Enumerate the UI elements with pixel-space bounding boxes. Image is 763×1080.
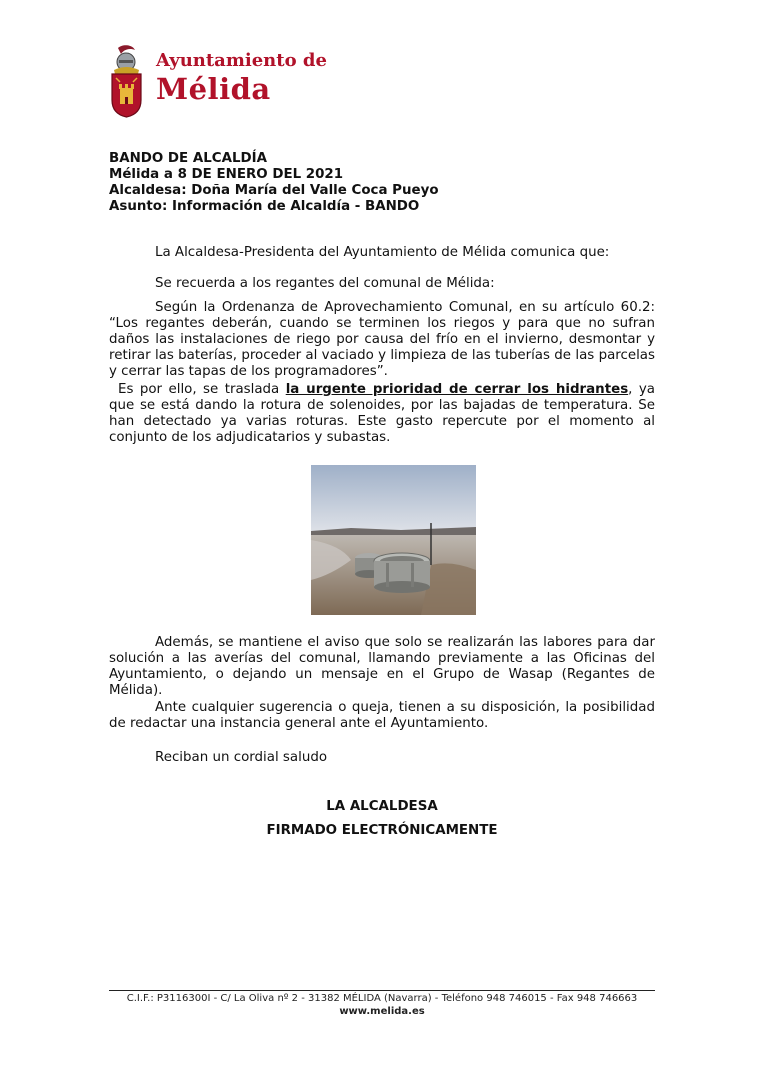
footer-address: C.I.F.: P3116300I - C/ La Oliva nº 2 - 31382 MÉLIDA (Navarra) - Teléfono 948 746015 - Fax 948 746663 bbox=[126, 993, 638, 1004]
paragraph-2: Se recuerda a los regantes del comunal de Mélida: bbox=[155, 276, 495, 291]
paragraph-3: Según la Ordenanza de Aprovechamiento Comunal, en su artículo 60.2: “Los regantes deberán, cuando se terminen los riegos y para que no sufran daños las instalaciones de riego por causa del frío en el invierno, desmontar y retirar las baterías, proceder al vaciado y limpieza de las tuberías de las parcelas y cerrar las tapas de los programadores”. bbox=[109, 300, 655, 379]
paragraph-1: La Alcaldesa-Presidenta del Ayuntamiento de Mélida comunica que: bbox=[155, 245, 610, 260]
footer-divider bbox=[109, 990, 655, 991]
paragraph-4-emphasis: la urgente prioridad de cerrar los hidrantes bbox=[285, 382, 629, 397]
footer-website[interactable]: www.melida.es bbox=[339, 1006, 425, 1017]
signature-title: LA ALCALDESA bbox=[326, 799, 438, 814]
paragraph-4-end: , ya que se está dando la rotura de solenoides, por las bajadas de temperatura. Se han detectado ya varias roturas. Este gasto repercute por el momento al conjunto de los adjudicatarios y subastas. bbox=[109, 382, 655, 445]
hydrant-photo bbox=[311, 465, 476, 615]
logo-line-2: Mélida bbox=[156, 72, 271, 106]
paragraph-7: Reciban un cordial saludo bbox=[155, 750, 328, 765]
municipality-logo bbox=[108, 44, 338, 122]
header-line-4: Asunto: Información de Alcaldía - BANDO bbox=[109, 199, 420, 214]
paragraph-4-start: Es por ello, se traslada bbox=[118, 382, 286, 397]
coat-of-arms-icon bbox=[108, 44, 146, 118]
signature-note: FIRMADO ELECTRÓNICAMENTE bbox=[266, 823, 498, 838]
header-line-3: Alcaldesa: Doña María del Valle Coca Pueyo bbox=[109, 183, 439, 198]
paragraph-6: Ante cualquier sugerencia o queja, tienen a su disposición, la posibilidad de redactar una instancia general ante el Ayuntamiento. bbox=[109, 700, 655, 731]
paragraph-5: Además, se mantiene el aviso que solo se realizarán las labores para dar solución a las averías del comunal, llamando previamente a las Oficinas del Ayuntamiento, o dejando un mensaje en el Grupo de Wasap (Regantes de Mélida). bbox=[109, 635, 655, 698]
header-line-1: BANDO DE ALCALDÍA bbox=[109, 151, 267, 166]
header-line-2: Mélida a 8 DE ENERO DEL 2021 bbox=[109, 167, 344, 182]
logo-line-1: Ayuntamiento de bbox=[156, 50, 327, 71]
paragraph-4 bbox=[109, 382, 655, 446]
document-header bbox=[109, 151, 439, 215]
